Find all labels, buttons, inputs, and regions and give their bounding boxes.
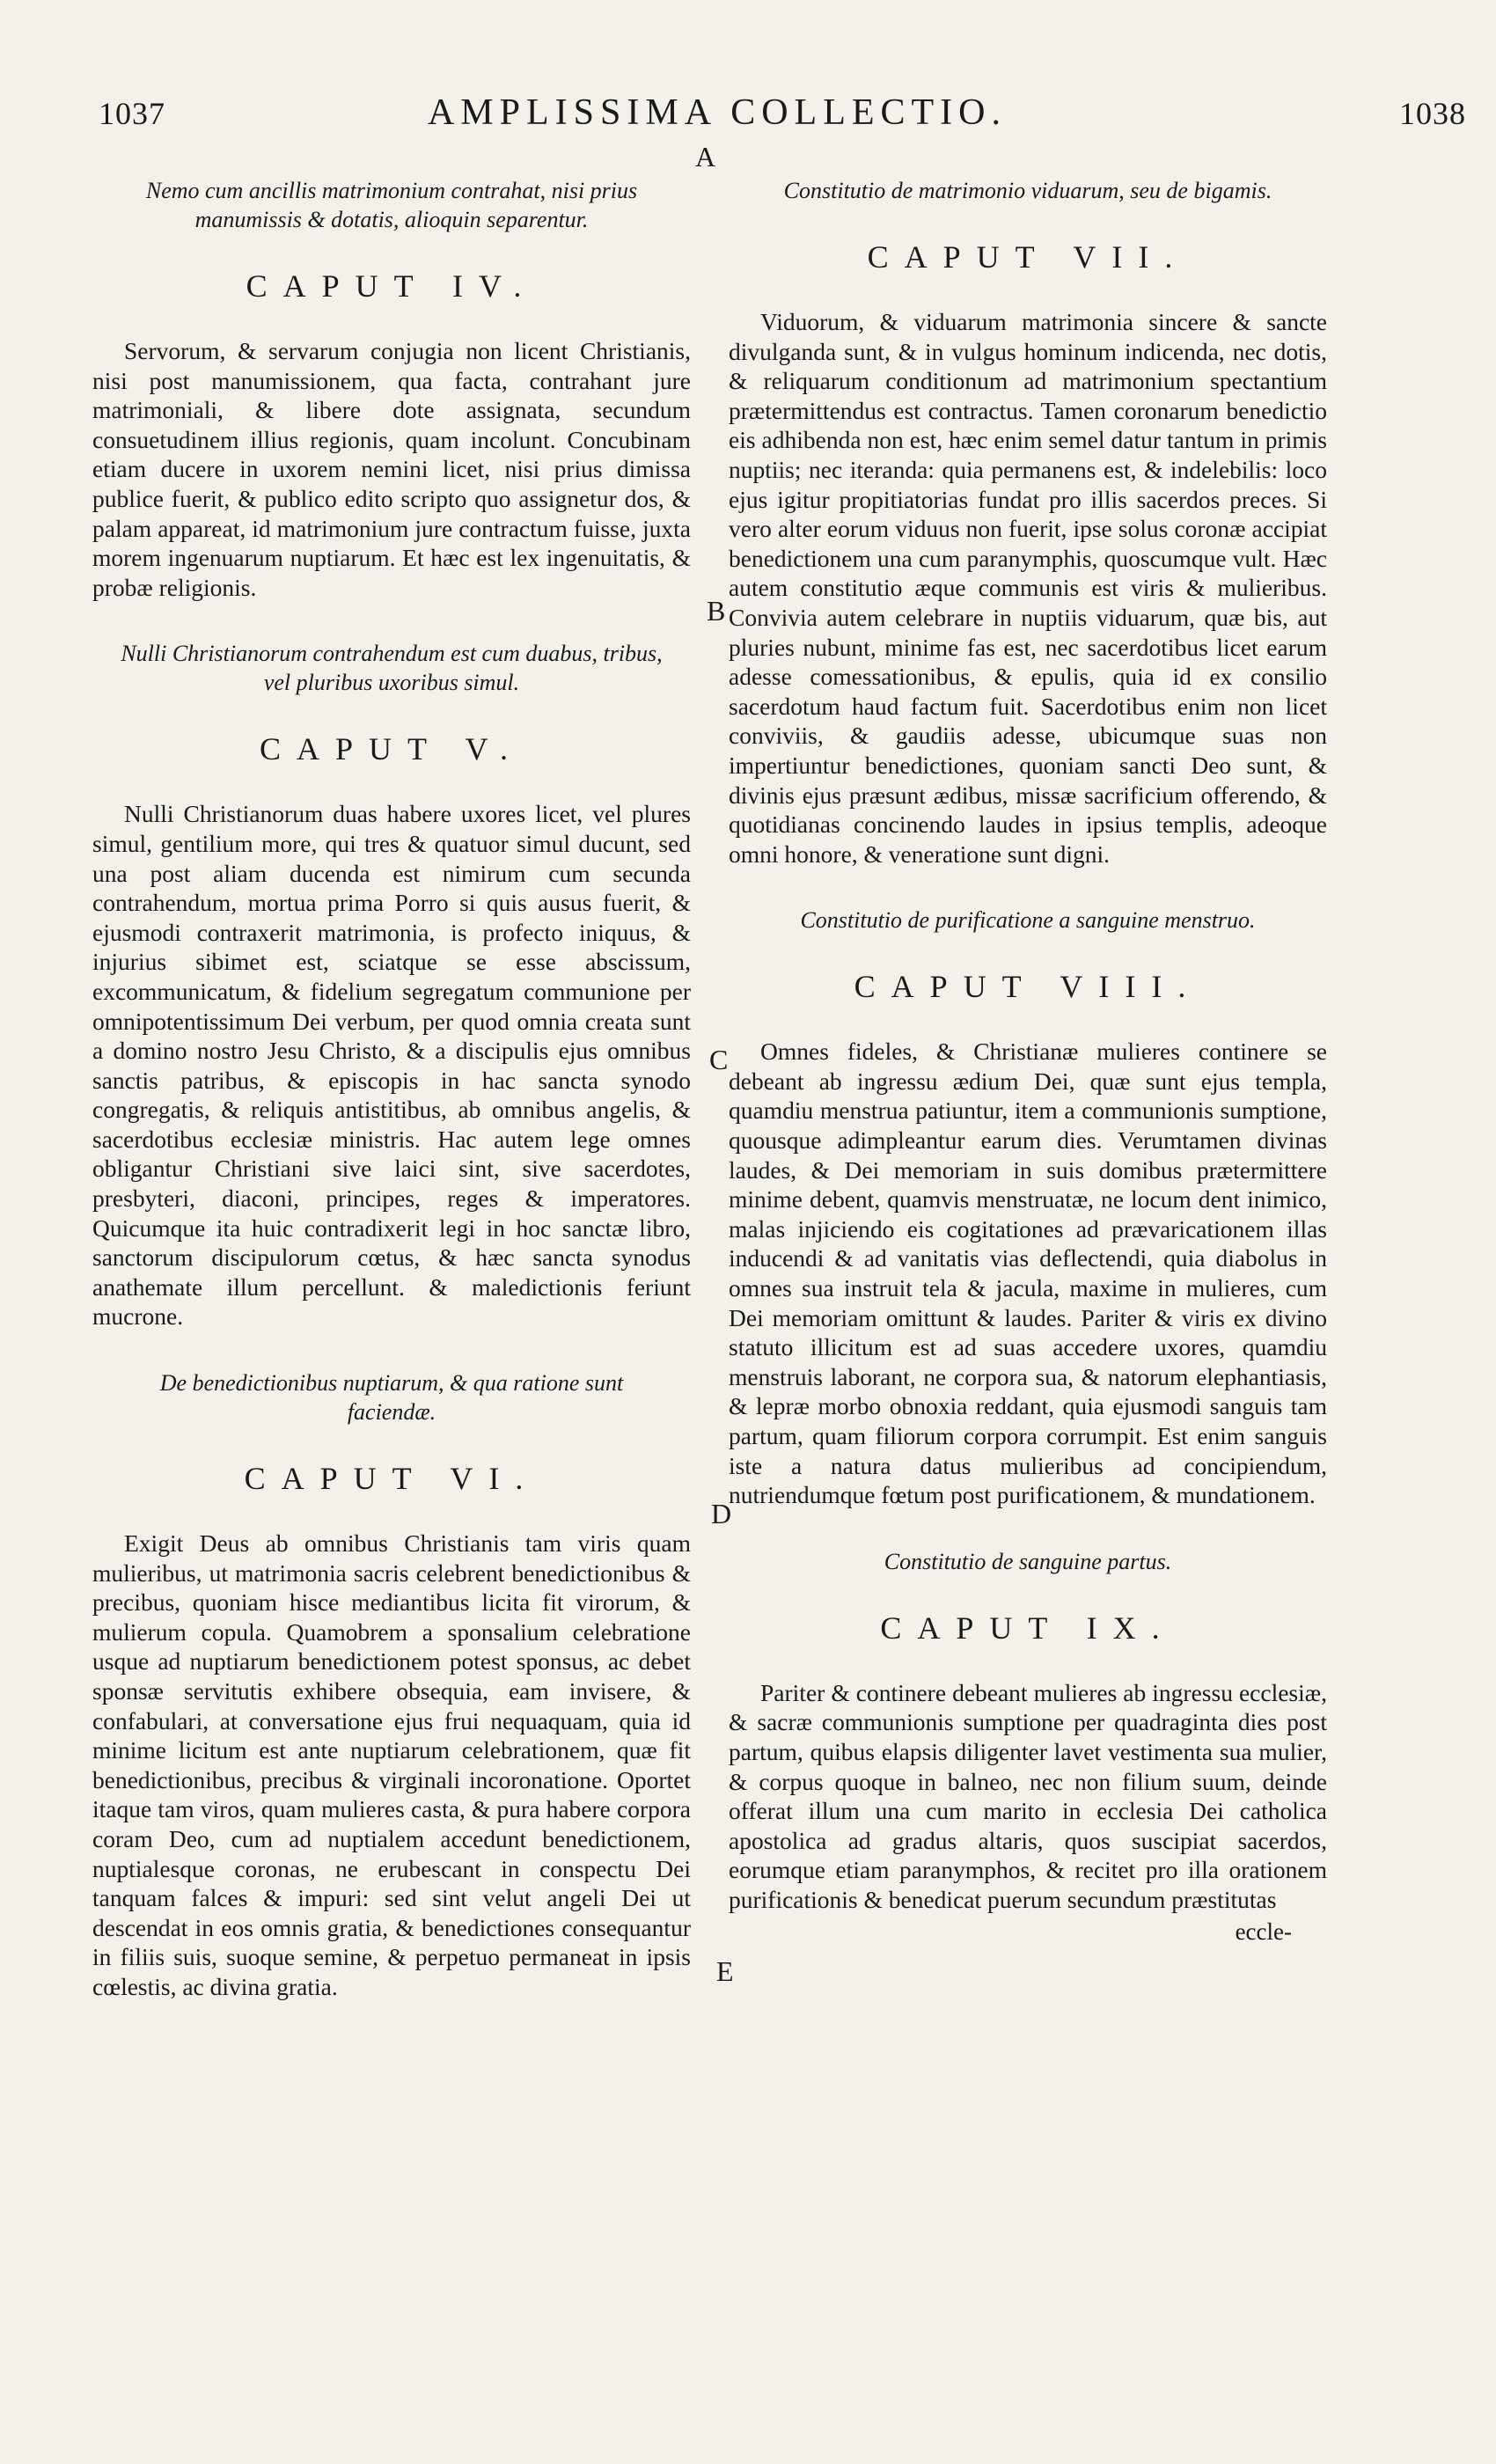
- caput-vii-heading: CAPUT VII.: [867, 239, 1189, 275]
- margin-letter-e: E: [716, 1955, 734, 1987]
- caput-iv-heading: CAPUT IV.: [246, 268, 538, 304]
- margin-letter-a: A: [695, 141, 716, 172]
- rubric-viduarum: Constitutio de matrimonio viduarum, seu de bigamis.: [783, 178, 1272, 203]
- right-page-number: 1038: [1399, 96, 1466, 131]
- caput-ix-heading: CAPUT IX.: [880, 1610, 1176, 1646]
- caput-ix-text: Pariter & continere debeant mulieres ab ingressu ecclesiæ, & sacræ communionis sumptione per quadraginta dies post partum, quibus elapsis diligenter lavet vestimenta sua mulier, & corpus quoque in balneo, nec non filium suum, deinde offerat illum una cum marito in ecclesia Dei catholica apostolica ad gradus altaris, quos suscipiat sacerdos, eorumque etiam paranymphos, & recitet pro illa orationem purificationis & benedicat puerum secundum præstitutas: [729, 1678, 1327, 1913]
- margin-letter-b: B: [707, 595, 726, 627]
- caput-viii-text: Omnes fideles, & Christianæ mulieres continere se debeant ab ingressu ædium Dei, quæ sunt ejus templa, quamdiu menstrua patiuntur, item a communionis sumptione, quousque adimpleantur earum dies. Verumtamen divinas laudes, & Dei memoriam in suis domibus prætermittere minime debent, quamvis menstruatæ, ne locum dent inimico, malas injiciendo eis cogitationes ad prævaricationem illas inducendi & ad vanitatis vias deflectendi, quia diabolus in omnes sua instruit tela & jacula, maxime in mulieres, cum Dei memoriam omittunt & laudes. Pariter & viris ex divino statuto illicitum est ad suas accedere uxores, quamdiu menstruis laborant, ne corpora sua, & natorum elephantiasis, & lepræ morbo obnoxia reddant, quia ejusmodi sanguis tam partum, quam filiorum corpora corrumpit. Est enim sanguis iste a natura datus mulieribus ad concipiendum, nutriendumque fœtum post purificationem, & mundationem.: [729, 1038, 1327, 1509]
- running-title: AMPLISSIMA COLLECTIO.: [427, 92, 1008, 133]
- catchword: eccle-: [1235, 1918, 1292, 1945]
- caput-viii-heading: CAPUT VIII.: [854, 969, 1202, 1005]
- caput-vi-heading: CAPUT VI.: [244, 1461, 539, 1497]
- caput-vii-text: Viduorum, & viduarum matrimonia sincere & sancte divulganda sunt, & in vulgus hominum indicenda, nec dotis, & reliquarum conditionum ad matrimonium spectantium prætermittendus est contractus. Tamen coronarum benedictio eis adhibenda non est, hæc enim semel datur tantum in primis nuptiis; nec iteranda: quia permanens est, & indelebilis: loco ejus igitur propitiatorias fundat pro illis sacerdos preces. Si vero alter eorum viduus non fuerit, ipse solus coronæ accipiat benedictionem una cum paranymphis, quoscumque vult. Hæc autem constitutio æque communis est viris & mulieribus. Convivia autem celebrare in nuptiis viduarum, quæ bis, aut pluries nubunt, minime fas est, nec sacerdotibus licet earum adesse comessationibus, & epulis, quia id ex consilio sacerdotum haud factum fuit. Sacerdotibus enim non licet conviviis, & gaudiis adesse, ubicumque suas non impertiuntur benedictiones, quoniam sancti Deo sunt, & divinis ejus præsunt ædibus, missæ sacrificium offerendo, & quotidianas concinendo laudes in ipsius templis, adeoque omni honore, & veneratione sunt digni.: [729, 308, 1327, 868]
- caput-v-heading: CAPUT V.: [259, 731, 524, 767]
- left-column: [92, 169, 691, 2002]
- right-column: [729, 169, 1327, 1946]
- rubric-sanguine-partus: Constitutio de sanguine partus.: [884, 1548, 1172, 1574]
- margin-letter-d: D: [711, 1498, 732, 1529]
- rubric-ancillis: Nemo cum ancillis matrimonium contrahat, nisi prius manumissis & dotatis, alioquin separentur.: [145, 178, 638, 232]
- caput-v-text: Nulli Christianorum duas habere uxores licet, vel plures simul, gentilium more, qui tres & quatuor simul ducunt, sed una post aliam ducenda est nimirum cum secunda contrahendum, mortua prima Porro si quis ausus fuerit, & ejusmodi contraxerit matrimonia, is profecto iniquus, & injurius sibimet est, sciatque se esse abscissum, excommunicatum, & fidelium segregatum communione per omnipotentissimum Dei verbum, per quod omnia creata sunt a domino nostro Jesu Christo, & a discipulis ejus omnibus sanctis patribus, & episcopis in hac sancta synodo congregatis, & reliquis antistitibus, ab omnibus angelis, & sacerdotibus ecclesiæ ministris. Hac autem lege omnes obligantur Christiani sive laici sint, sive sacerdotes, presbyteri, diaconi, principes, reges & imperatores. Quicumque ita huic contradixerit legi in hoc sanctæ libro, sanctorum discipulorum cœtus, & hæc sancta synodus anathemate illum percellunt. & maledictionis feriunt mucrone.: [92, 800, 691, 1331]
- left-page-number: 1037: [99, 96, 165, 131]
- margin-letter-c: C: [709, 1044, 729, 1075]
- rubric-benedictionibus: De benedictionibus nuptiarum, & qua ratione sunt faciendæ.: [159, 1370, 624, 1426]
- rubric-duabus-uxoribus: Nulli Christianorum contrahendum est cum duabus, tribus, vel pluribus uxoribus simul.: [121, 641, 663, 696]
- caput-vi-text: Exigit Deus ab omnibus Christianis tam viris quam mulieribus, ut matrimonia sacris celebrent benedictionibus & precibus, quoniam hisce mediantibus licita fit virorum, & mulierum copula. Quamobrem a sponsalium celebratione usque ad nuptiarum benedictionem potest sponsus, ac debet sponsæ servitutis exhibere obsequia, eam invisere, & confabulari, at conversatione ejus frui nequaquam, quia id minime licitum est ante nuptiarum celebrationem, quæ fit benedictionibus, precibus & virginali incoronatione. Oportet itaque tam viros, quam mulieres casta, & pura habere corpora coram Deo, cum ad nuptialem accedunt benedictionem, nuptialesque coronas, ne erubescant in conspectu Dei tanquam falces & impuri: sed sint velut angeli Dei ut descendat in eos omnis gratia, & benedictiones consequantur in filiis suis, suoque semine, & perpetuo permaneat in ipsis cœlestis, ac divina gratia.: [92, 1529, 691, 2000]
- rubric-purificatione: Constitutio de purificatione a sanguine menstruo.: [800, 907, 1256, 934]
- caput-iv-text: Servorum, & servarum conjugia non licent Christianis, nisi post manumissionem, qua facta, contrahant jure matrimoniali, & libere dote assignata, secundum consuetudinem illius regionis, quam incolunt. Concubinam etiam ducere in uxorem nemini licet, nisi prius dimissa publice fuerit, & publico edito scripto quo assignetur dos, & palam appareat, id matrimonium jure contractum fuisse, juxta morem ingenuarum nuptiarum. Et hæc est lex ingenuitatis, & probæ religionis.: [92, 337, 691, 601]
